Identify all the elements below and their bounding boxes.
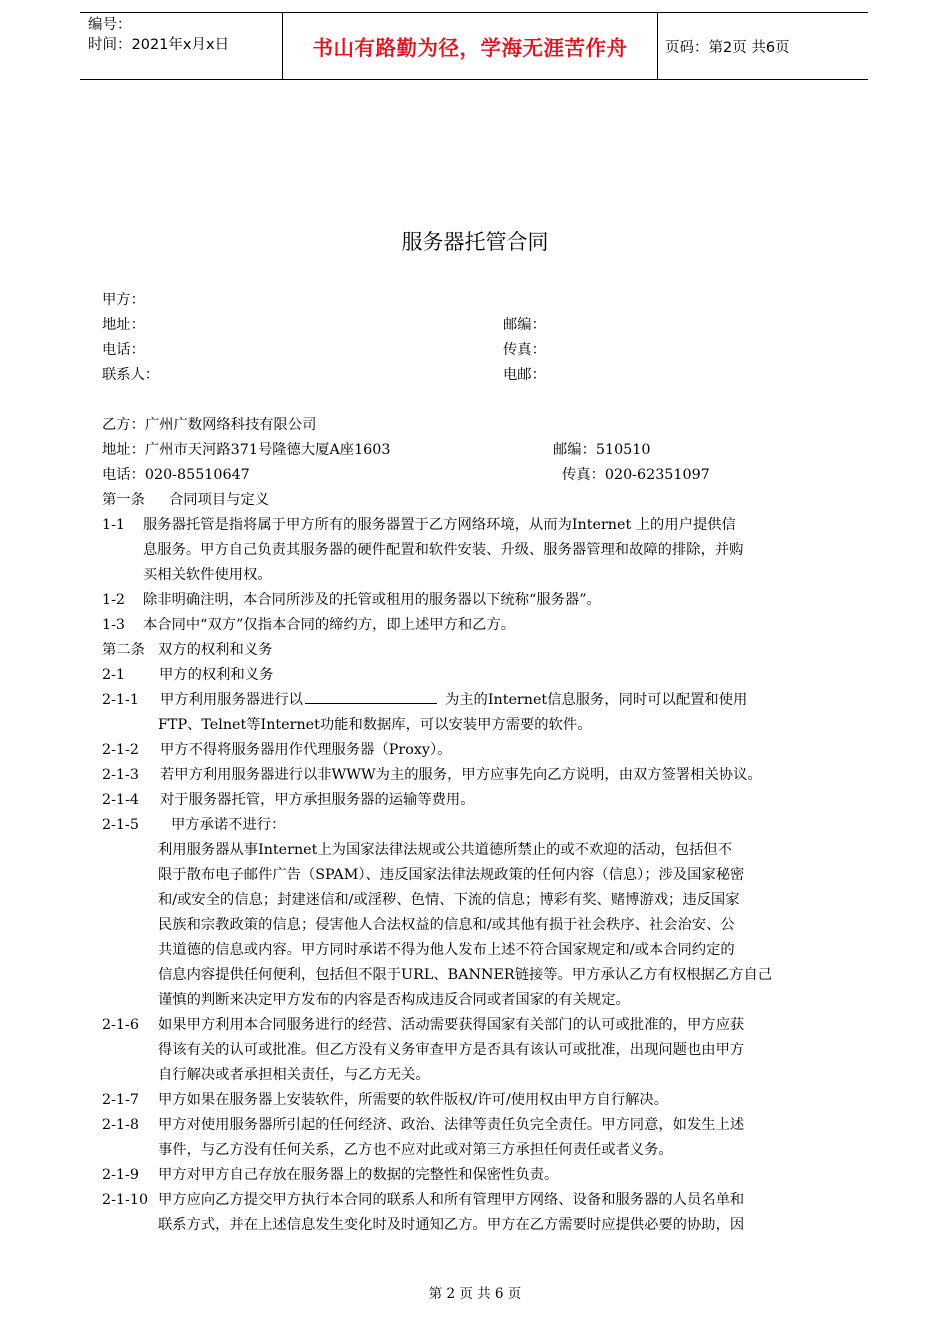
clause-text: 双方的权利和义务: [158, 642, 273, 658]
clause-2-1-5-body-5: 共道德的信息或内容。甲方同时承诺不得为他人发布上述不符合国家规定和/或本合同约定的: [158, 942, 735, 958]
clause-number: 2-1-8: [102, 1117, 139, 1133]
clause-text: 甲方应向乙方提交甲方执行本合同的联系人和所有管理甲方网络、设备和服务器的人员名单和: [158, 1192, 745, 1208]
article-1-heading: [102, 488, 269, 513]
clause-number: 2-1-10: [102, 1192, 149, 1208]
clause-text: 若甲方利用服务器进行以非WWW为主的服务，甲方应事先向乙方说明，由双方签署相关协议。: [160, 767, 762, 783]
clause-number: 2-1-6: [102, 1017, 139, 1033]
clause-2-1-5-body-6: 信息内容提供任何便利，包括但不限于URL、BANNER链接等。甲方承认乙方有权根据乙方自己: [158, 967, 773, 983]
clause-number: 2-1: [102, 667, 126, 683]
clause-number: 2-1-7: [102, 1092, 139, 1108]
clause-2-1: [102, 663, 273, 688]
party-a-fax: 传真：: [503, 342, 546, 358]
document-title: 服务器托管合同: [401, 230, 549, 254]
article-2-heading: [102, 638, 272, 663]
clause-number: 1-1: [102, 517, 126, 533]
clause-1-1: [102, 513, 736, 538]
clause-text: 甲方的权利和义务: [159, 667, 274, 683]
clause-text: 甲方对甲方自己存放在服务器上的数据的完整性和保密性负责。: [158, 1167, 559, 1183]
clause-number: 2-1-1: [102, 692, 139, 708]
clause-2-1-5: [102, 813, 285, 838]
clause-1-1-cont-1: 息服务。甲方自己负责其服务器的硬件配置和软件安装、升级、服务器管理和故障的排除，并购: [143, 542, 744, 558]
serial-label: 编号：: [88, 17, 132, 33]
clause-1-1-cont-2: 买相关软件使用权。: [143, 567, 272, 583]
clause-2-1-6-cont-2: 自行解决或者承担相关责任，与乙方无关。: [158, 1067, 430, 1083]
header-left-cell: [80, 13, 283, 79]
clause-text: 甲方承诺不进行：: [171, 817, 286, 833]
clause-number: 2-1-2: [102, 742, 139, 758]
clause-text: 甲方利用服务器进行以: [160, 692, 303, 708]
clause-text: 甲方对使用服务器所引起的任何经济、政治、法律等责任负完全责任。甲方同意，如发生上述: [158, 1117, 745, 1133]
clause-text: 如果甲方利用本合同服务进行的经营、活动需要获得国家有关部门的认可或批准的，甲方应获: [158, 1017, 745, 1033]
clause-2-1-5-body-1: 利用服务器从事Internet上为国家法律法规或公共道德所禁止的或不欢迎的活动，包括但不: [158, 842, 732, 858]
clause-number: 2-1-5: [102, 817, 139, 833]
clause-number: 第二条: [102, 642, 145, 658]
clause-number: 第一条: [102, 492, 145, 508]
clause-number: 2-1-4: [102, 792, 139, 808]
clause-2-1-7: [102, 1088, 668, 1113]
clause-text: 服务器托管是指将属于甲方所有的服务器置于乙方网络环境，从而为Internet 上的用户提供信: [143, 517, 736, 533]
party-a-email: 电邮：: [503, 367, 546, 383]
clause-text: 除非明确注明，本合同所涉及的托管或租用的服务器以下统称“服务器”。: [143, 592, 601, 608]
clause-2-1-5-body-3: 和/或安全的信息；封建迷信和/或淫秽、色情、下流的信息；博彩有奖、赌博游戏；违反国家: [158, 892, 740, 908]
clause-2-1-2: [102, 738, 451, 763]
party-a-phone: 电话：: [102, 342, 145, 358]
party-b-postcode: 邮编：510510: [553, 442, 651, 458]
party-b-fax: 传真：020-62351097: [562, 467, 710, 483]
clause-2-1-8-cont: 事件，与乙方没有任何关系，乙方也不应对此或对第三方承担任何责任或者义务。: [158, 1142, 673, 1158]
clause-text: 甲方如果在服务器上安装软件，所需要的软件版权/许可/使用权由甲方自行解决。: [158, 1092, 669, 1108]
party-a-name: 甲方：: [102, 292, 145, 308]
clause-1-3: [102, 613, 515, 638]
party-b-name: 乙方：广州广数网络科技有限公司: [102, 417, 317, 433]
party-a-contact: 联系人：: [102, 367, 160, 383]
clause-text: 合同项目与定义: [169, 492, 270, 508]
clause-number: 1-3: [102, 617, 126, 633]
clause-2-1-10-cont: 联系方式，并在上述信息发生变化时及时通知乙方。甲方在乙方需要时应提供必要的协助，因: [158, 1217, 745, 1233]
clause-2-1-9: [102, 1163, 558, 1188]
clause-text: 对于服务器托管，甲方承担服务器的运输等费用。: [160, 792, 475, 808]
clause-number: 2-1-9: [102, 1167, 139, 1183]
clause-2-1-6: [102, 1013, 744, 1038]
clause-2-1-5-body-2: 限于散布电子邮件广告（SPAM）、违反国家法律法规政策的任何内容（信息）；涉及国家秘密: [158, 867, 745, 883]
clause-number: 1-2: [102, 592, 126, 608]
clause-text-continued: 为主的Internet信息服务，同时可以配置和使用: [444, 692, 748, 708]
clause-2-1-1: [102, 688, 747, 713]
clause-2-1-5-body-4: 民族和宗教政策的信息；侵害他人合法权益的信息和/或其他有损于社会秩序、社会治安、公: [158, 917, 735, 933]
party-a-address: 地址：: [102, 317, 145, 333]
clause-2-1-8: [102, 1113, 744, 1138]
clause-text: 甲方不得将服务器用作代理服务器（Proxy）。: [160, 742, 452, 758]
clause-number: 2-1-3: [102, 767, 139, 783]
party-b-address: 地址：广州市天河路371号隆德大厦A座1603: [102, 442, 391, 458]
clause-2-1-3: [102, 763, 762, 788]
clause-2-1-6-cont-1: 得该有关的认可或批准。但乙方没有义务审查甲方是否具有该认可或批准，出现问题也由甲方: [158, 1042, 745, 1058]
page-header: [80, 12, 868, 80]
clause-2-1-4: [102, 788, 475, 813]
party-b-phone: 电话：020-85510647: [102, 467, 250, 483]
service-type-blank[interactable]: [305, 689, 437, 704]
page-footer: 第 2 页 共 6 页: [428, 1286, 522, 1302]
header-motto: 书山有路勤为径，学海无涯苦作舟: [283, 13, 658, 79]
clause-text: 本合同中“双方”仅指本合同的缔约方，即上述甲方和乙方。: [143, 617, 516, 633]
party-a-postcode: 邮编：: [503, 317, 546, 333]
clause-2-1-10: [102, 1188, 744, 1213]
date-label: 时间：2021年x月x日: [88, 37, 230, 53]
header-page-info: 页码：第2页 共6页: [665, 39, 790, 56]
clause-2-1-5-body-7: 谨慎的判断来决定甲方发布的内容是否构成违反合同或者国家的有关规定。: [158, 992, 630, 1008]
clause-1-2: [102, 588, 601, 613]
clause-2-1-1-cont: FTP、Telnet等Internet功能和数据库，可以安装甲方需要的软件。: [158, 717, 592, 733]
